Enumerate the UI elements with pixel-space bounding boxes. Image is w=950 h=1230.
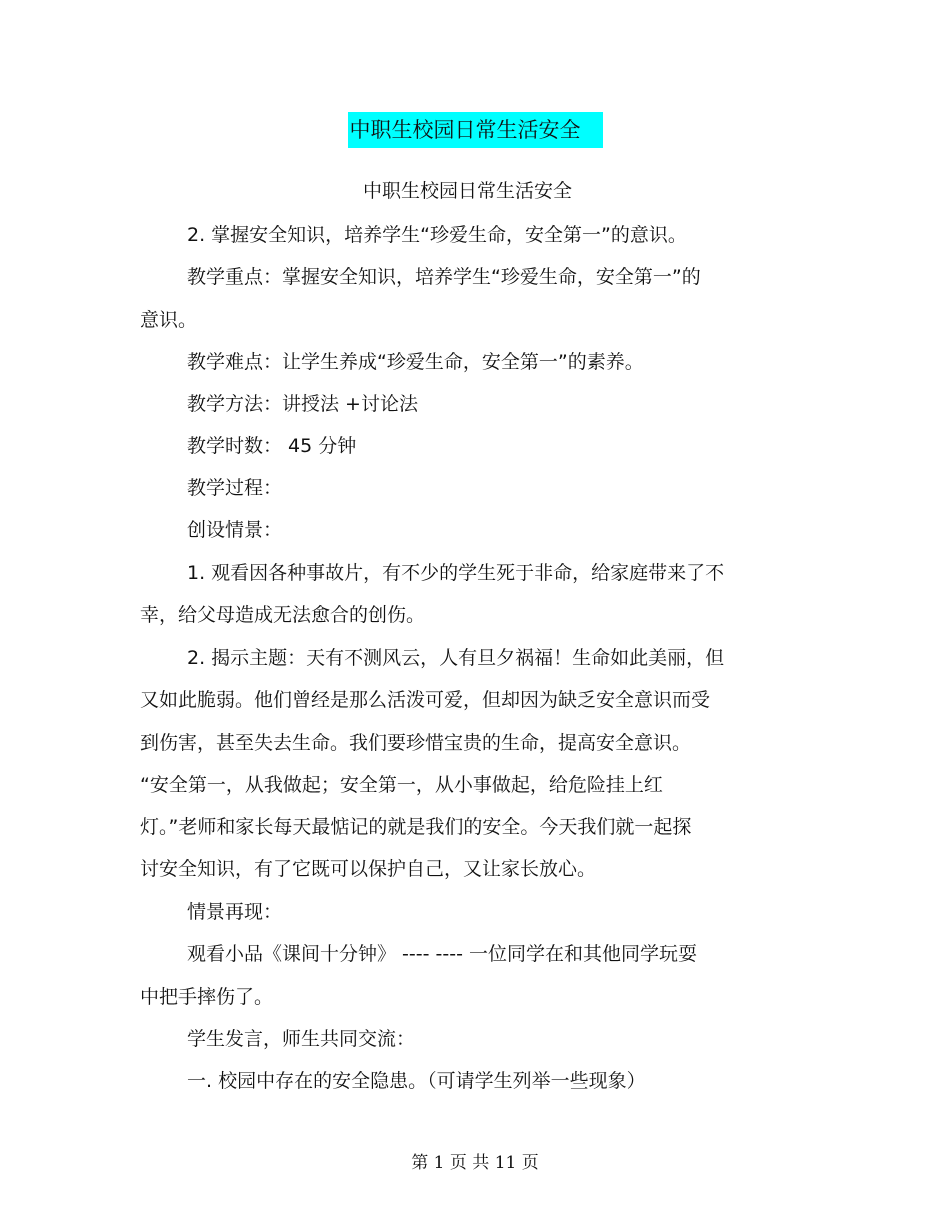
- paragraph-line: 幸，给父母造成无法愈合的创伤。: [140, 604, 426, 626]
- paragraph-line: 一. 校园中存在的安全隐患。（可请学生列举一些现象）: [187, 1070, 646, 1092]
- paragraph-line: 教学过程：: [187, 477, 283, 499]
- paragraph-line: 教学方法：讲授法 +讨论法: [187, 393, 418, 415]
- document-title: 中职生校园日常生活安全: [348, 112, 603, 148]
- paragraph-line: 2. 掌握安全知识，培养学生“珍爱生命，安全第一”的意识。: [187, 224, 687, 246]
- paragraph-line: 中把手摔伤了。: [140, 986, 274, 1008]
- paragraph-line: 情景再现：: [187, 901, 283, 923]
- paragraph-line: 讨安全知识，有了它既可以保护自己，又让家长放心。: [140, 858, 597, 880]
- document-subtitle: 中职生校园日常生活安全: [362, 180, 572, 202]
- paragraph-line: 创设情景：: [187, 519, 283, 541]
- paragraph-line: 学生发言，师生共同交流：: [187, 1028, 416, 1050]
- paragraph-line: 教学重点：掌握安全知识，培养学生“珍爱生命，安全第一”的: [187, 266, 701, 288]
- paragraph-line: 2. 揭示主题：天有不测风云，人有旦夕祸福！生命如此美丽，但: [187, 647, 725, 669]
- paragraph-line: 意识。: [140, 309, 198, 331]
- paragraph-line: 观看小品《课间十分钟》 ---- ---- 一位同学在和其他同学玩耍: [187, 943, 697, 965]
- paragraph-line: 1. 观看因各种事故片，有不少的学生死于非命，给家庭带来了不: [187, 562, 725, 584]
- title-container: [0, 112, 950, 148]
- paragraph-line: 教学难点：让学生养成“珍爱生命，安全第一”的素养。: [187, 351, 644, 373]
- paragraph-line: 教学时数： 45 分钟: [187, 435, 357, 457]
- paragraph-line: “安全第一，从我做起；安全第一，从小事做起，给危险挂上红: [140, 774, 663, 796]
- paragraph-line: 灯。”老师和家长每天最惦记的就是我们的安全。今天我们就一起探: [140, 816, 692, 838]
- paragraph-line: 又如此脆弱。他们曾经是那么活泼可爱，但却因为缺乏安全意识而受: [140, 689, 711, 711]
- page-number-footer: 第 1 页 共 11 页: [411, 1153, 539, 1173]
- paragraph-line: 到伤害，甚至失去生命。我们要珍惜宝贵的生命，提高安全意识。: [140, 732, 692, 754]
